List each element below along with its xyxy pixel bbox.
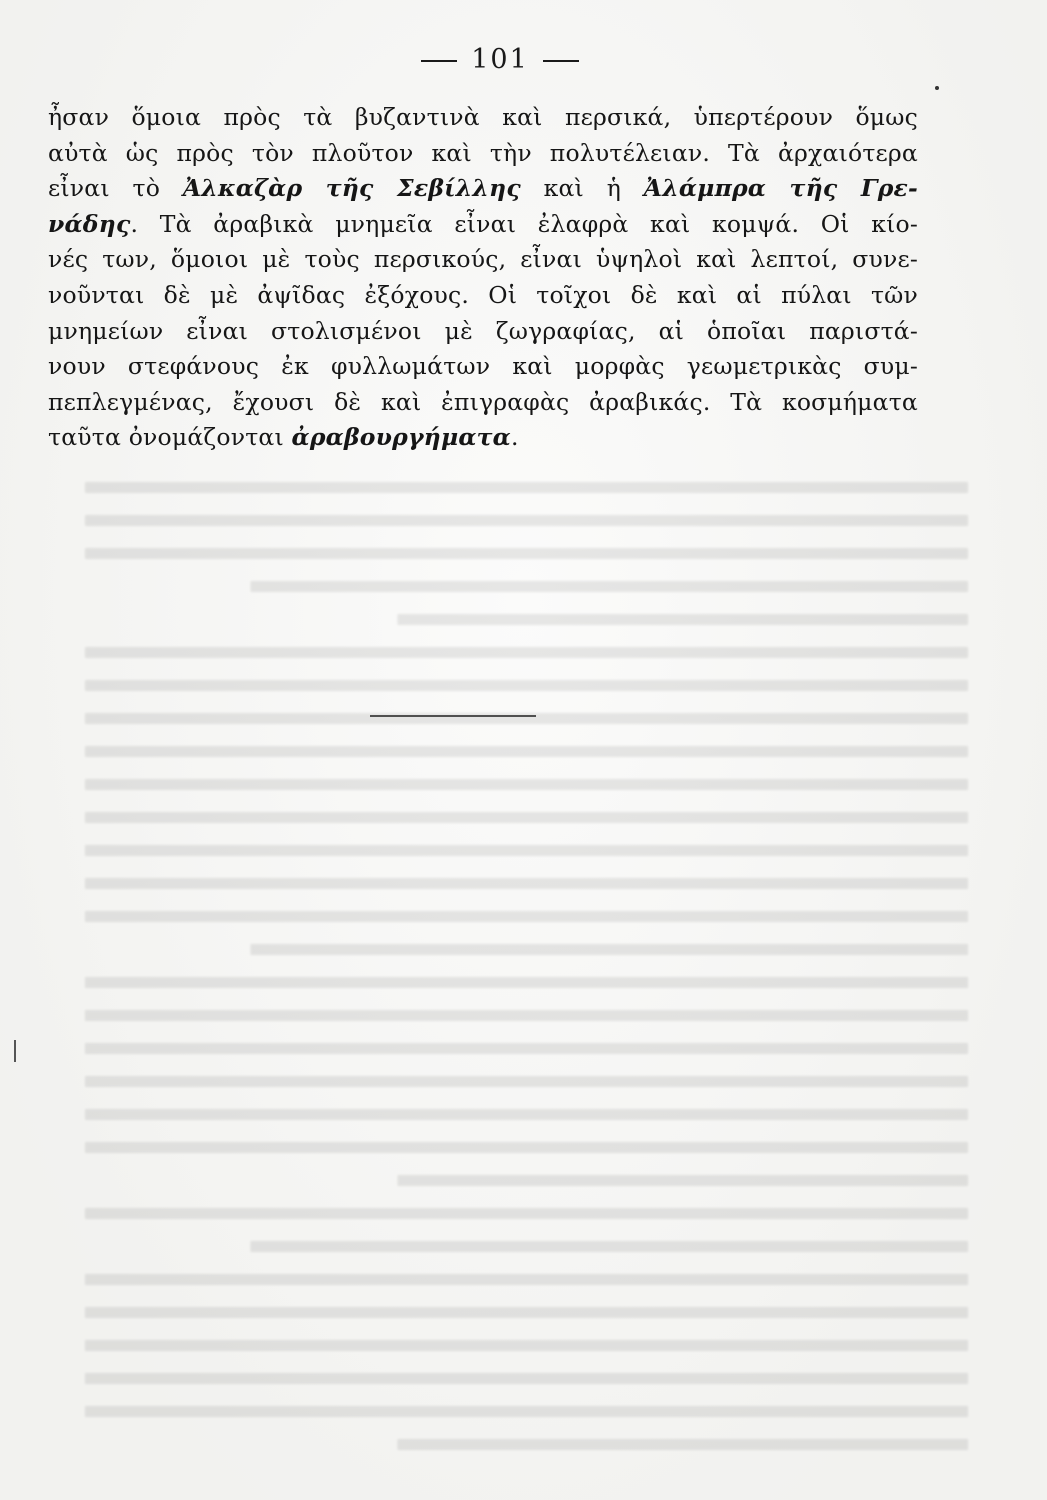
text-line [48, 207, 918, 243]
page-number-text: 101 [471, 44, 529, 75]
page-number [0, 44, 1000, 75]
text-line [48, 171, 918, 207]
paragraph [48, 100, 918, 456]
text-line [48, 420, 918, 456]
text-segment: μνημείων εἶναι στολισμένοι μὲ ζωγραφίας, αἱ ὁποῖαι παριστά- [48, 316, 918, 345]
text-line [48, 136, 918, 172]
text-segment: εἶναι τὸ [48, 174, 183, 203]
emphasized-term: ἀραβουργήματα [291, 423, 511, 452]
text-segment: νουν στεφάνους ἐκ φυλλωμάτων καὶ μορφὰς γεωμετρικὰς συμ- [48, 352, 918, 381]
text-line [48, 242, 918, 278]
emphasized-term: νάδης [48, 209, 131, 238]
text-line [48, 278, 918, 314]
text-segment: πεπλεγμένας, ἔχουσι δὲ καὶ ἐπιγραφὰς ἀραβικάς. Τὰ κοσμήματα [48, 387, 918, 416]
right-dash [543, 60, 579, 62]
text-line [48, 385, 918, 421]
text-segment: ταῦτα ὀνομάζονται [48, 423, 292, 452]
ink-dot [935, 86, 939, 90]
text-line [48, 314, 918, 350]
text-segment: . Τὰ ἀραβικὰ μνημεῖα εἶναι ἐλαφρὰ καὶ κομψά. Οἱ κίο- [130, 209, 918, 238]
emphasized-term: Ἀλάμπρα τῆς Γρε- [643, 174, 918, 203]
text-line [48, 349, 918, 385]
left-dash [421, 60, 457, 62]
text-segment: . [510, 423, 519, 452]
text-segment: νοῦνται δὲ μὲ ἀψῖδας ἐξόχους. Οἱ τοῖχοι δὲ καὶ αἱ πύλαι τῶν [48, 280, 918, 309]
text-segment: καὶ ἡ [520, 174, 644, 203]
text-line [48, 100, 918, 136]
text-segment: αὐτὰ ὡς πρὸς τὸν πλοῦτον καὶ τὴν πολυτέλειαν. Τὰ ἀρχαιότερα [48, 138, 918, 167]
margin-mark [14, 1040, 16, 1062]
text-segment: νές των, ὅμοιοι μὲ τοὺς περσικούς, εἶναι ὑψηλοὶ καὶ λεπτοί, συνε- [48, 245, 918, 274]
emphasized-term: Ἀλκαζὰρ τῆς Σεβίλλης [182, 174, 521, 203]
faint-rule-mark [370, 715, 536, 717]
text-segment: ἦσαν ὅμοια πρὸς τὰ βυζαντινὰ καὶ περσικά, ὑπερτέρουν ὅμως [48, 103, 918, 131]
bleed-through-text [48, 470, 968, 1480]
